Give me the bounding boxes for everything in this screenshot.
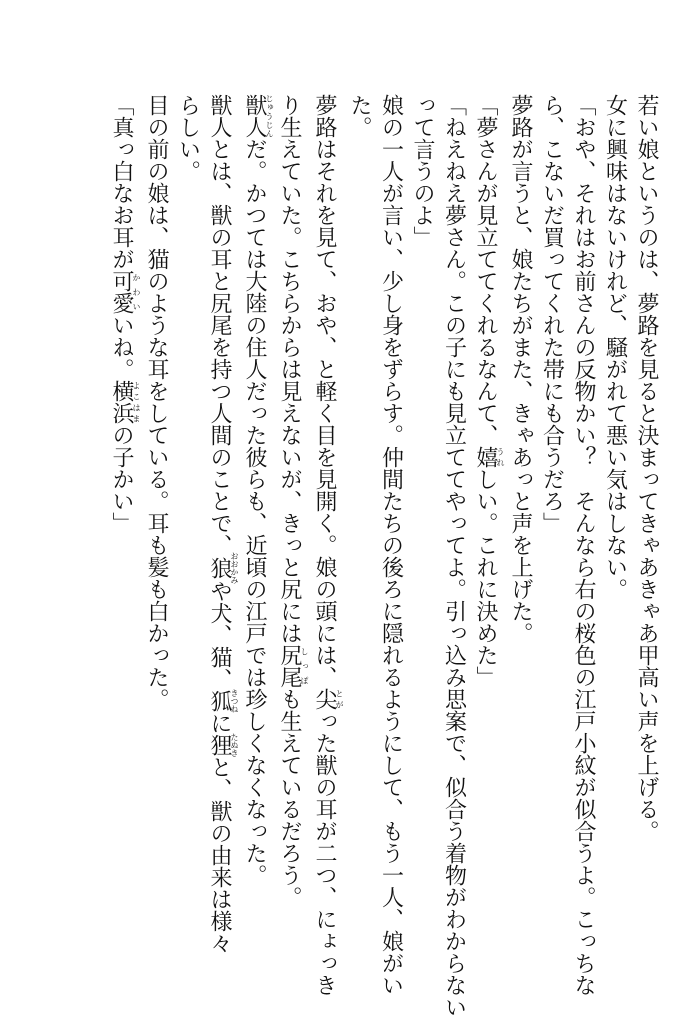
ruby-juujin: 獣人じゅうじん xyxy=(242,94,274,138)
ruby-ookami: 狼おおかみ xyxy=(207,552,239,584)
text-line-10: た。 xyxy=(347,94,372,138)
text-line-16: 目の前の娘は、猫のような耳をしている。耳も髪も白かった。 xyxy=(144,94,169,710)
text-line-13: 獣人じゅうじんだ。かつては大陸の住人だった彼らも、近頃の江戸では珍しくなくなった。 xyxy=(242,94,274,886)
ruby-shippo: 尻尾しっぽ xyxy=(277,644,309,688)
ruby-togatta: 尖とが xyxy=(312,688,344,710)
ruby-yokohama: 横浜よこはま xyxy=(109,380,141,424)
text-line-17: 「真っ白なお耳が可愛かわいいね。横浜よこはまの子かい」 xyxy=(109,94,141,534)
text-line-6: 「夢さんが見立ててくれるなんて、嬉うれしい。これに決めた」 xyxy=(473,94,505,688)
text-line-5: 夢路が言うと、娘たちがまた、きゃあっと声を上げた。 xyxy=(508,94,533,644)
text-line-2: 女に興味はないけれど、騒がれて悪い気はしない。 xyxy=(602,94,628,600)
ruby-kitsune: 狐きつね xyxy=(207,689,239,713)
text-line-4: ら、こないだ買ってくれた帯にも合うだろ」 xyxy=(539,94,565,534)
text-line-15: らしい。 xyxy=(175,94,201,182)
text-line-1: 若い娘というのは、夢路を見ると決まってきゃあきゃあ甲高い声を上げる。 xyxy=(634,94,659,842)
text-line-14: 獣人とは、獣の耳と尻尾を持つ人間のことで、狼おおかみや犬、猫、狐きつねに狸たぬきと、獣の由来は様々 xyxy=(207,94,239,954)
text-line-12: り生えていた。こちらからは見えないが、きっと尻には尻尾しっぽも生えているだろう。 xyxy=(277,94,309,908)
ruby-kawaii: 可愛かわい xyxy=(109,270,141,314)
text-line-11: 夢路はそれを見て、おや、と軽く目を見開く。娘の頭には、尖とがった獣の耳が二つ、にょっき xyxy=(312,94,344,996)
text-line-8: って言うのよ」 xyxy=(410,94,435,248)
text-line-7: 「ねえねえ夢さん。この子にも見立ててやってよ。引っ込み思案で、似合う着物がわからない xyxy=(441,94,467,1018)
ruby-tanuki: 狸たぬき xyxy=(207,733,239,757)
ruby-ureshii: 嬉うれ xyxy=(473,446,505,468)
text-line-9: 娘の一人が言い、少し身をずらす。仲間たちの後ろに隠れるようにして、もう一人、娘がい xyxy=(378,94,404,996)
vertical-text-body xyxy=(106,94,663,1018)
text-line-3: 「おや、それはお前さんの反物かい？ そんなら右の桜色の江戸小紋が似合うよ。こっちな xyxy=(571,94,596,996)
